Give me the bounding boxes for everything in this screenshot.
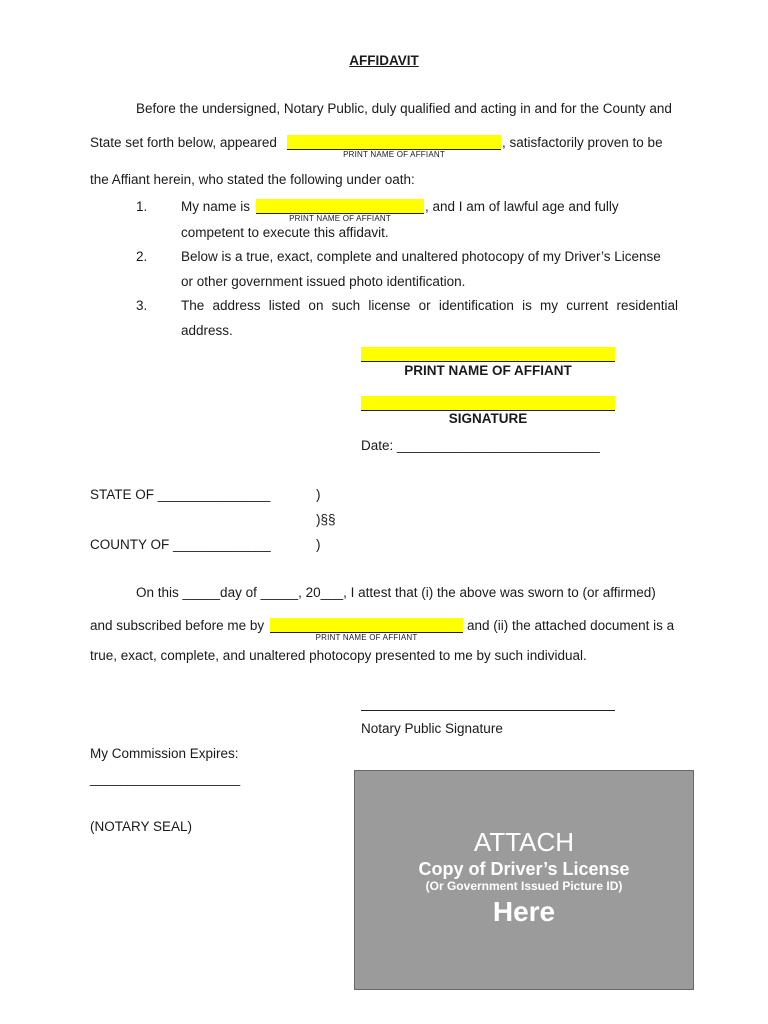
item-1-prefix: My name is bbox=[181, 199, 251, 214]
affiant-name-field[interactable] bbox=[287, 135, 501, 150]
signature-label: SIGNATURE bbox=[448, 411, 528, 426]
item-1-number: 1. bbox=[136, 199, 148, 214]
state-paren: ) bbox=[316, 487, 321, 502]
state-of-field[interactable]: STATE OF _______________ bbox=[90, 487, 271, 502]
county-of-field[interactable]: COUNTY OF _____________ bbox=[90, 537, 271, 552]
print-name-field[interactable] bbox=[361, 347, 615, 362]
intro-line-1: Before the undersigned, Notary Public, duly qualified and acting in and for the County and bbox=[136, 101, 672, 116]
item-2-line-1: Below is a true, exact, complete and unaltered photocopy of my Driver’s License bbox=[181, 249, 661, 264]
notary-seal-label: (NOTARY SEAL) bbox=[90, 819, 193, 834]
item-1-caption: PRINT NAME OF AFFIANT bbox=[289, 214, 391, 223]
item-3-line-1: The address listed on such license or identification is my current residential bbox=[181, 298, 678, 313]
item-3-line-2: address. bbox=[181, 323, 233, 338]
attestation-caption: PRINT NAME OF AFFIANT bbox=[315, 633, 418, 642]
section-symbol: )§§ bbox=[316, 512, 336, 527]
intro-line-2-prefix: State set forth below, appeared bbox=[90, 135, 277, 150]
document-title: AFFIDAVIT bbox=[349, 53, 419, 68]
print-name-label: PRINT NAME OF AFFIANT bbox=[404, 363, 572, 378]
item-2-number: 2. bbox=[136, 249, 148, 264]
attach-sub-text: (Or Government Issued Picture ID) bbox=[425, 879, 623, 893]
attach-heading: ATTACH bbox=[473, 827, 575, 857]
attach-copy-text: Copy of Driver’s License bbox=[418, 859, 630, 879]
item-3-number: 3. bbox=[136, 298, 148, 313]
notary-signature-line[interactable] bbox=[361, 710, 615, 711]
item-1-line-2: competent to execute this affidavit. bbox=[181, 225, 389, 240]
attestation-line-1: On this _____day of _____, 20___, I attest that (i) the above was sworn to (or affirmed) bbox=[136, 585, 656, 600]
commission-expires-line[interactable]: ____________________ bbox=[90, 771, 241, 786]
attach-here-text: Here bbox=[492, 896, 556, 927]
item-1-name-field[interactable] bbox=[256, 199, 424, 214]
commission-expires-label: My Commission Expires: bbox=[90, 746, 239, 761]
item-2-line-2: or other government issued photo identification. bbox=[181, 274, 466, 289]
attestation-line-2-prefix: and subscribed before me by bbox=[90, 618, 265, 633]
intro-line-2-suffix: , satisfactorily proven to be bbox=[502, 135, 663, 150]
intro-line-3: the Affiant herein, who stated the following under oath: bbox=[90, 172, 415, 187]
attestation-line-3: true, exact, complete, and unaltered photocopy presented to me by such individual. bbox=[90, 648, 587, 663]
date-field[interactable]: Date: ___________________________ bbox=[361, 438, 600, 453]
attestation-name-field[interactable] bbox=[270, 618, 463, 633]
id-attachment-box bbox=[354, 770, 694, 990]
county-paren: ) bbox=[316, 537, 321, 552]
item-1-suffix: , and I am of lawful age and fully bbox=[425, 199, 619, 214]
attestation-line-2-suffix: and (ii) the attached document is a bbox=[467, 618, 675, 633]
affiant-name-caption: PRINT NAME OF AFFIANT bbox=[343, 150, 445, 159]
notary-signature-label: Notary Public Signature bbox=[361, 721, 503, 736]
signature-field[interactable] bbox=[361, 396, 615, 411]
